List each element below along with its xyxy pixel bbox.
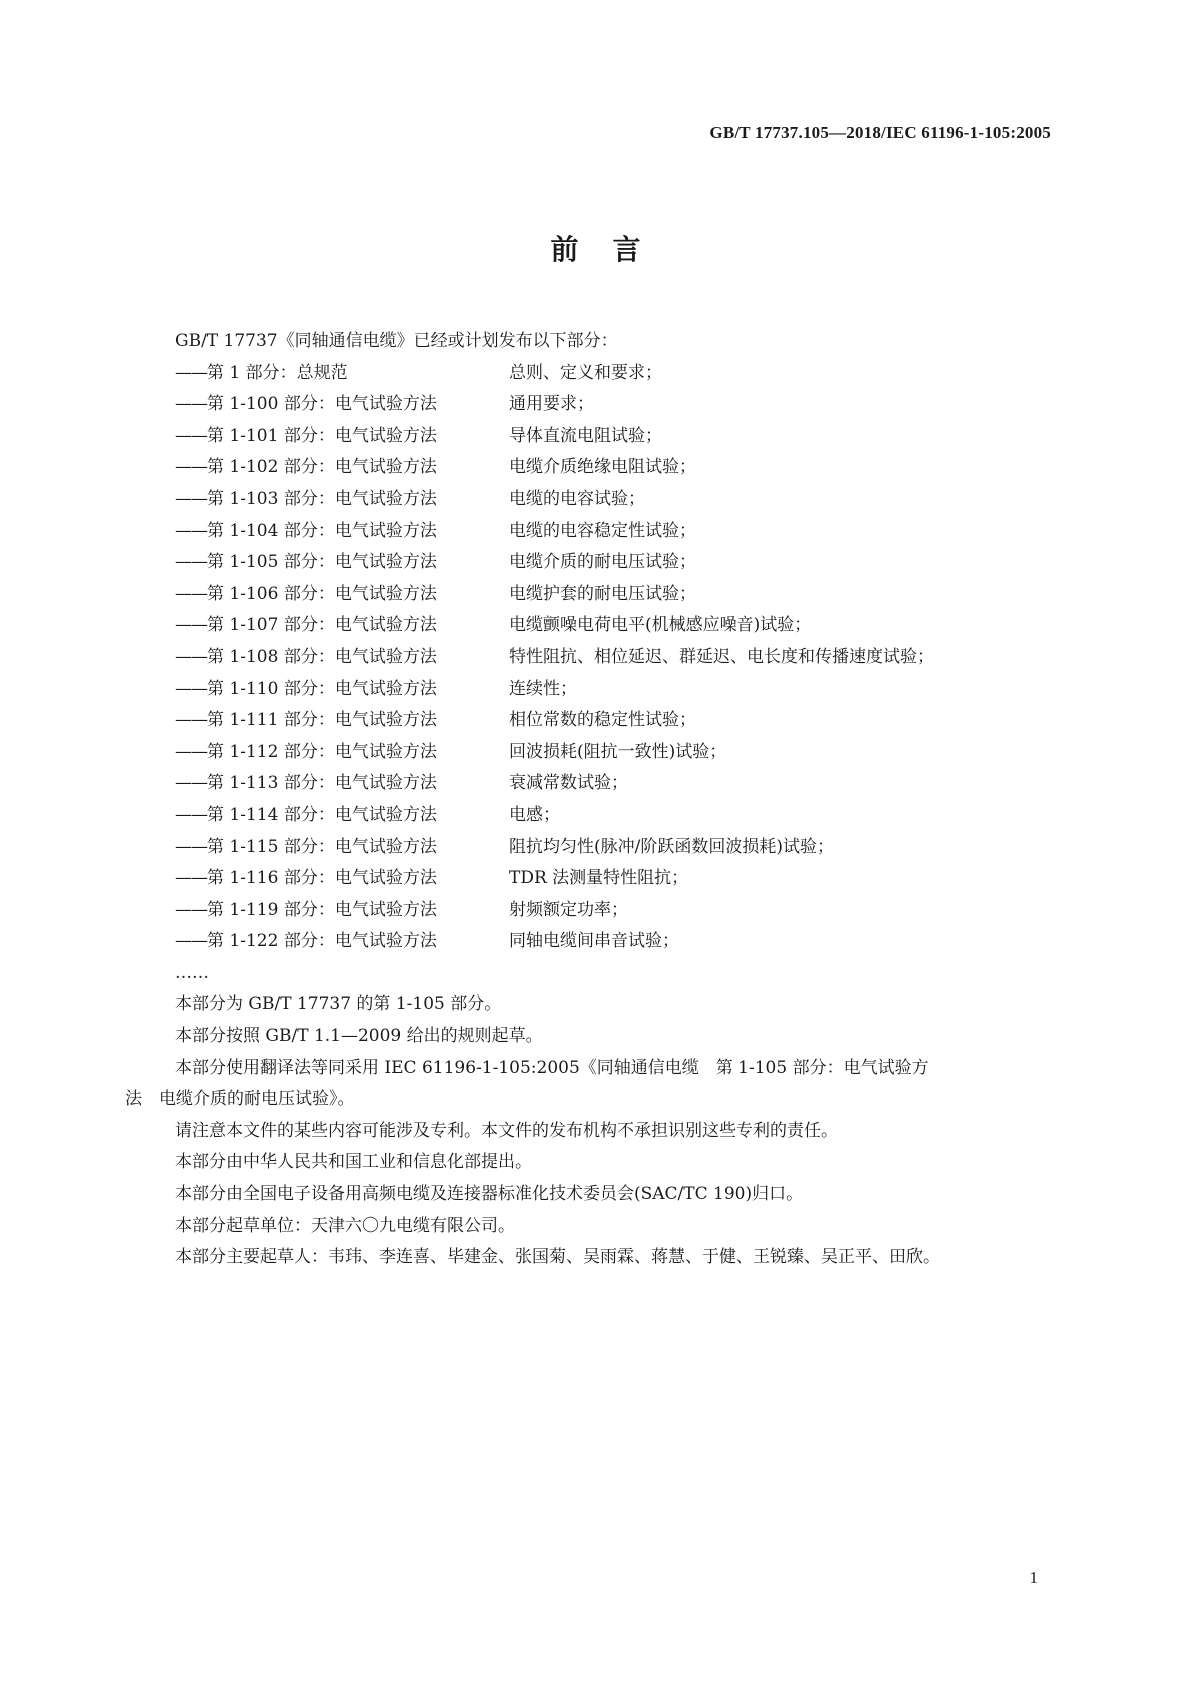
list-dash: —— (175, 488, 207, 509)
part-list-item (125, 484, 1065, 516)
list-dash: —— (175, 678, 207, 699)
paragraph-part-number: 本部分为 GB/T 17737 的第 1-105 部分。 (175, 994, 502, 1015)
list-dash: —— (175, 741, 207, 762)
part-prefix: 第 1-116 部分：电气试验方法 (207, 868, 437, 889)
list-dash: —— (175, 520, 207, 541)
list-dash: —— (175, 773, 207, 794)
part-prefix: 第 1-115 部分：电气试验方法 (207, 836, 437, 857)
part-title: 回波损耗(阻抗一致性)试验； (509, 741, 727, 762)
part-prefix: 第 1-107 部分：电气试验方法 (207, 615, 437, 636)
part-list-item (125, 452, 1065, 484)
list-dash: —— (175, 931, 207, 952)
part-prefix: 第 1-104 部分：电气试验方法 (207, 520, 437, 541)
paragraph-drafters: 本部分主要起草人：韦玮、李连喜、毕建金、张国菊、吴雨霖、蒋慧、于健、王锐臻、吴正平、田欣。 (175, 1247, 940, 1268)
paragraph-proposer: 本部分由中华人民共和国工业和信息化部提出。 (175, 1152, 532, 1173)
part-title: 同轴电缆间串音试验； (509, 931, 679, 952)
part-list-item (125, 832, 1065, 864)
paragraph-translation-line-1: 本部分使用翻译法等同采用 IEC 61196-1-105:2005《同轴通信电缆 第 1-105 部分：电气试验方 (175, 1057, 929, 1078)
part-prefix: 第 1-106 部分：电气试验方法 (207, 583, 437, 604)
list-dash: —— (175, 583, 207, 604)
part-title: 衰减常数试验； (509, 773, 628, 794)
part-title: 特性阻抗、相位延迟、群延迟、电长度和传播速度试验； (509, 646, 934, 667)
part-prefix: 第 1-122 部分：电气试验方法 (207, 931, 437, 952)
part-list-item (125, 895, 1065, 927)
list-dash: —— (175, 425, 207, 446)
part-list-item (125, 674, 1065, 706)
part-prefix: 第 1-119 部分：电气试验方法 (207, 899, 437, 920)
standard-identifier: GB/T 17737.105—2018/IEC 61196-1-105:2005 (709, 123, 1051, 142)
list-dash: —— (175, 836, 207, 857)
part-title: 射频额定功率； (509, 899, 628, 920)
part-list-item (125, 926, 1065, 958)
paragraph-patent-notice: 请注意本文件的某些内容可能涉及专利。本文件的发布机构不承担识别这些专利的责任。 (175, 1120, 838, 1141)
ellipsis: …… (175, 962, 209, 983)
part-list-item (125, 642, 1065, 674)
list-dash: —— (175, 457, 207, 478)
part-title: 导体直流电阻试验； (509, 425, 662, 446)
intro-line: GB/T 17737《同轴通信电缆》已经或计划发布以下部分： (175, 331, 618, 351)
part-prefix: 第 1-112 部分：电气试验方法 (207, 741, 437, 762)
part-list-item (125, 547, 1065, 579)
list-dash: —— (175, 804, 207, 825)
part-list-item (125, 800, 1065, 832)
paragraph-translation-line-2: 法 电缆介质的耐电压试验》。 (125, 1089, 355, 1110)
list-dash: —— (175, 646, 207, 667)
part-prefix: 第 1-103 部分：电气试验方法 (207, 488, 437, 509)
list-dash: —— (175, 868, 207, 889)
part-list-item (125, 863, 1065, 895)
part-list-item (125, 358, 1065, 390)
part-title: 电缆的电容稳定性试验； (509, 520, 696, 541)
part-prefix: 第 1-101 部分：电气试验方法 (207, 425, 437, 446)
part-title: 相位常数的稳定性试验； (509, 710, 696, 731)
list-dash: —— (175, 362, 207, 383)
part-list-item (125, 421, 1065, 453)
part-list-item (125, 389, 1065, 421)
part-list-item (125, 610, 1065, 642)
list-dash: —— (175, 394, 207, 415)
part-list-item (125, 579, 1065, 611)
page-title: 前言 (550, 233, 675, 266)
list-dash: —— (175, 710, 207, 731)
list-dash: —— (175, 552, 207, 573)
foreword-body (125, 326, 1065, 1274)
part-prefix: 第 1-108 部分：电气试验方法 (207, 646, 437, 667)
part-title: TDR 法测量特性阻抗； (509, 868, 689, 889)
part-title: 连续性； (509, 678, 577, 699)
parts-list (125, 358, 1065, 958)
part-title: 电缆颤噪电荷电平(机械感应噪音)试验； (509, 615, 812, 636)
part-list-item (125, 737, 1065, 769)
part-title: 阻抗均匀性(脉冲/阶跃函数回波损耗)试验； (509, 836, 834, 857)
paragraph-committee: 本部分由全国电子设备用高频电缆及连接器标准化技术委员会(SAC/TC 190)归口。 (175, 1184, 804, 1205)
part-prefix: 第 1-111 部分：电气试验方法 (207, 710, 437, 731)
part-title: 总则、定义和要求； (509, 362, 662, 383)
page-number: 1 (1029, 1568, 1038, 1587)
part-prefix: 第 1-110 部分：电气试验方法 (207, 678, 437, 699)
part-list-item (125, 768, 1065, 800)
list-dash: —— (175, 899, 207, 920)
part-title: 电缆护套的耐电压试验； (509, 583, 696, 604)
part-title: 电缆介质的耐电压试验； (509, 552, 696, 573)
part-prefix: 第 1 部分：总规范 (207, 362, 348, 383)
part-title: 电缆介质绝缘电阻试验； (509, 457, 696, 478)
part-prefix: 第 1-113 部分：电气试验方法 (207, 773, 437, 794)
part-list-item (125, 516, 1065, 548)
part-list-item (125, 705, 1065, 737)
part-prefix: 第 1-105 部分：电气试验方法 (207, 552, 437, 573)
paragraph-drafting-rules: 本部分按照 GB/T 1.1—2009 给出的规则起草。 (175, 1026, 543, 1047)
part-prefix: 第 1-114 部分：电气试验方法 (207, 804, 437, 825)
part-title: 电感； (509, 804, 560, 825)
part-prefix: 第 1-102 部分：电气试验方法 (207, 457, 437, 478)
part-title: 通用要求； (509, 394, 594, 415)
paragraph-drafting-unit: 本部分起草单位：天津六〇九电缆有限公司。 (175, 1215, 515, 1236)
part-title: 电缆的电容试验； (509, 488, 645, 509)
list-dash: —— (175, 615, 207, 636)
part-prefix: 第 1-100 部分：电气试验方法 (207, 394, 437, 415)
